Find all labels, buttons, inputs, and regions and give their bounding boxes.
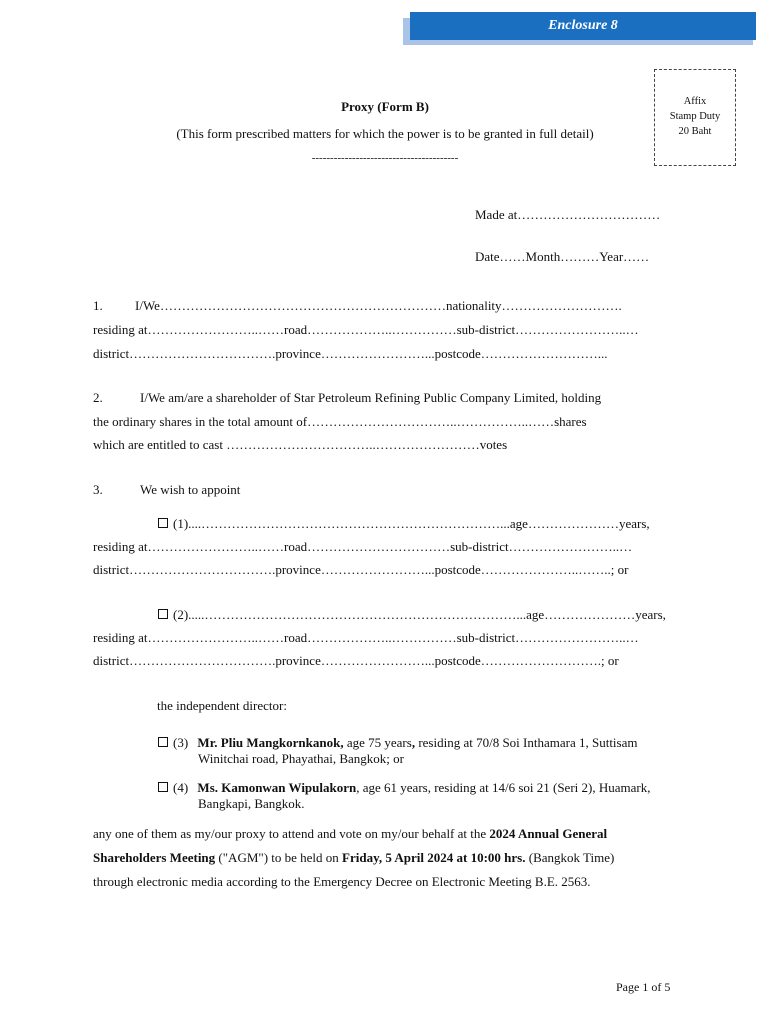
director-4-checkbox[interactable] <box>158 782 168 792</box>
proxy-1-district-line[interactable]: district…………………………….province……………………...postcode…………………..……..; or <box>93 562 629 577</box>
director-4-number: (4) <box>173 780 189 795</box>
closing-text-1: any one of them as my/our proxy to attend and vote on my/our behalf at the <box>93 826 490 841</box>
closing-line-2 <box>93 850 614 866</box>
director-3-address-line-2: Winitchai road, Phayathai, Bangkok; or <box>198 751 404 766</box>
proxy-2-address-line[interactable]: residing at……………………..……road………………..……………sub-district……………………..… <box>93 630 639 645</box>
section-1-address-line[interactable]: residing at……………………..……road………………..……………sub-district……………………..… <box>93 322 639 337</box>
page-number: Page 1 of 5 <box>616 980 671 994</box>
proxy-2-district-line[interactable]: district…………………………….province……………………...postcode……………………….; or <box>93 653 619 668</box>
closing-line-1 <box>93 826 607 842</box>
meeting-timezone: (Bangkok Time) <box>525 850 615 865</box>
independent-director-label: the independent director: <box>157 698 287 713</box>
proxy-1-address-line[interactable]: residing at……………………..……road……………………………sub-district……………………..… <box>93 539 633 554</box>
form-title: Proxy (Form B) <box>341 99 429 114</box>
section-1-name-line[interactable]: I/We…………………………………………………………nationality………………………. <box>135 298 622 313</box>
director-4-name: Ms. Kamonwan Wipulakorn <box>197 780 357 795</box>
section-1-district-line[interactable]: district…………………………….province……………………...postcode………………………... <box>93 346 608 361</box>
form-subtitle: (This form prescribed matters for which the power is to be granted in full detail) <box>176 126 594 141</box>
director-3-row <box>158 735 637 751</box>
section-2-number: 2. <box>93 390 103 405</box>
section-3-intro: We wish to appoint <box>140 482 241 497</box>
meeting-date: Friday, 5 April 2024 at 10:00 hrs. <box>342 850 526 865</box>
proxy-2-name-line[interactable]: (2).....………………………………………………………………...age…………………years, <box>173 607 666 622</box>
made-at-field[interactable]: Made at…………………………… <box>475 207 661 222</box>
stamp-line-1: Affix <box>683 96 707 107</box>
director-4-details: , age 61 years, residing at 14/6 soi 21 (Seri 2), Huamark, <box>356 780 651 795</box>
section-2-votes-line[interactable]: which are entitled to cast ……………………………..……………………votes <box>93 437 508 452</box>
section-1-number: 1. <box>93 298 103 313</box>
stamp-line-3: 20 Baht <box>678 126 712 137</box>
director-3-age: age 75 years <box>343 735 412 750</box>
director-3-number: (3) <box>173 735 189 750</box>
stamp-line-2: Stamp Duty <box>669 111 721 122</box>
proxy-1-name-line[interactable]: (1)....……………………………………………………………...age…………………years, <box>173 516 650 531</box>
stamp-duty-box <box>654 69 736 166</box>
director-3-comma: , <box>411 735 416 750</box>
date-field[interactable]: Date……Month………Year…… <box>475 249 650 264</box>
closing-line-3: through electronic media according to the Emergency Decree on Electronic Meeting B.E. 2563. <box>93 874 591 889</box>
director-3-address: residing at 70/8 Soi Inthamara 1, Suttisam <box>415 735 638 750</box>
enclosure-banner: Enclosure 8 <box>410 12 756 40</box>
director-4-row <box>158 780 650 796</box>
meeting-name-part-1: 2024 Annual General <box>489 826 608 841</box>
meeting-name-part-2: Shareholders Meeting <box>93 850 216 865</box>
title-divider: ---------------------------------------- <box>311 152 459 164</box>
director-3-name: Mr. Pliu Mangkornkanok, <box>197 735 344 750</box>
director-3-checkbox[interactable] <box>158 737 168 747</box>
closing-text-2: ("AGM") to be held on <box>215 850 343 865</box>
proxy-2-checkbox[interactable] <box>158 609 168 619</box>
section-2-line-1: I/We am/are a shareholder of Star Petroleum Refining Public Company Limited, holding <box>140 390 602 405</box>
section-3-number: 3. <box>93 482 103 497</box>
proxy-1-checkbox[interactable] <box>158 518 168 528</box>
proxy-2-row <box>158 607 666 623</box>
proxy-1-row <box>158 516 650 532</box>
director-4-address-line-2: Bangkapi, Bangkok. <box>198 796 305 811</box>
section-2-shares-line[interactable]: the ordinary shares in the total amount of……………………………..……………..……shares <box>93 414 587 429</box>
